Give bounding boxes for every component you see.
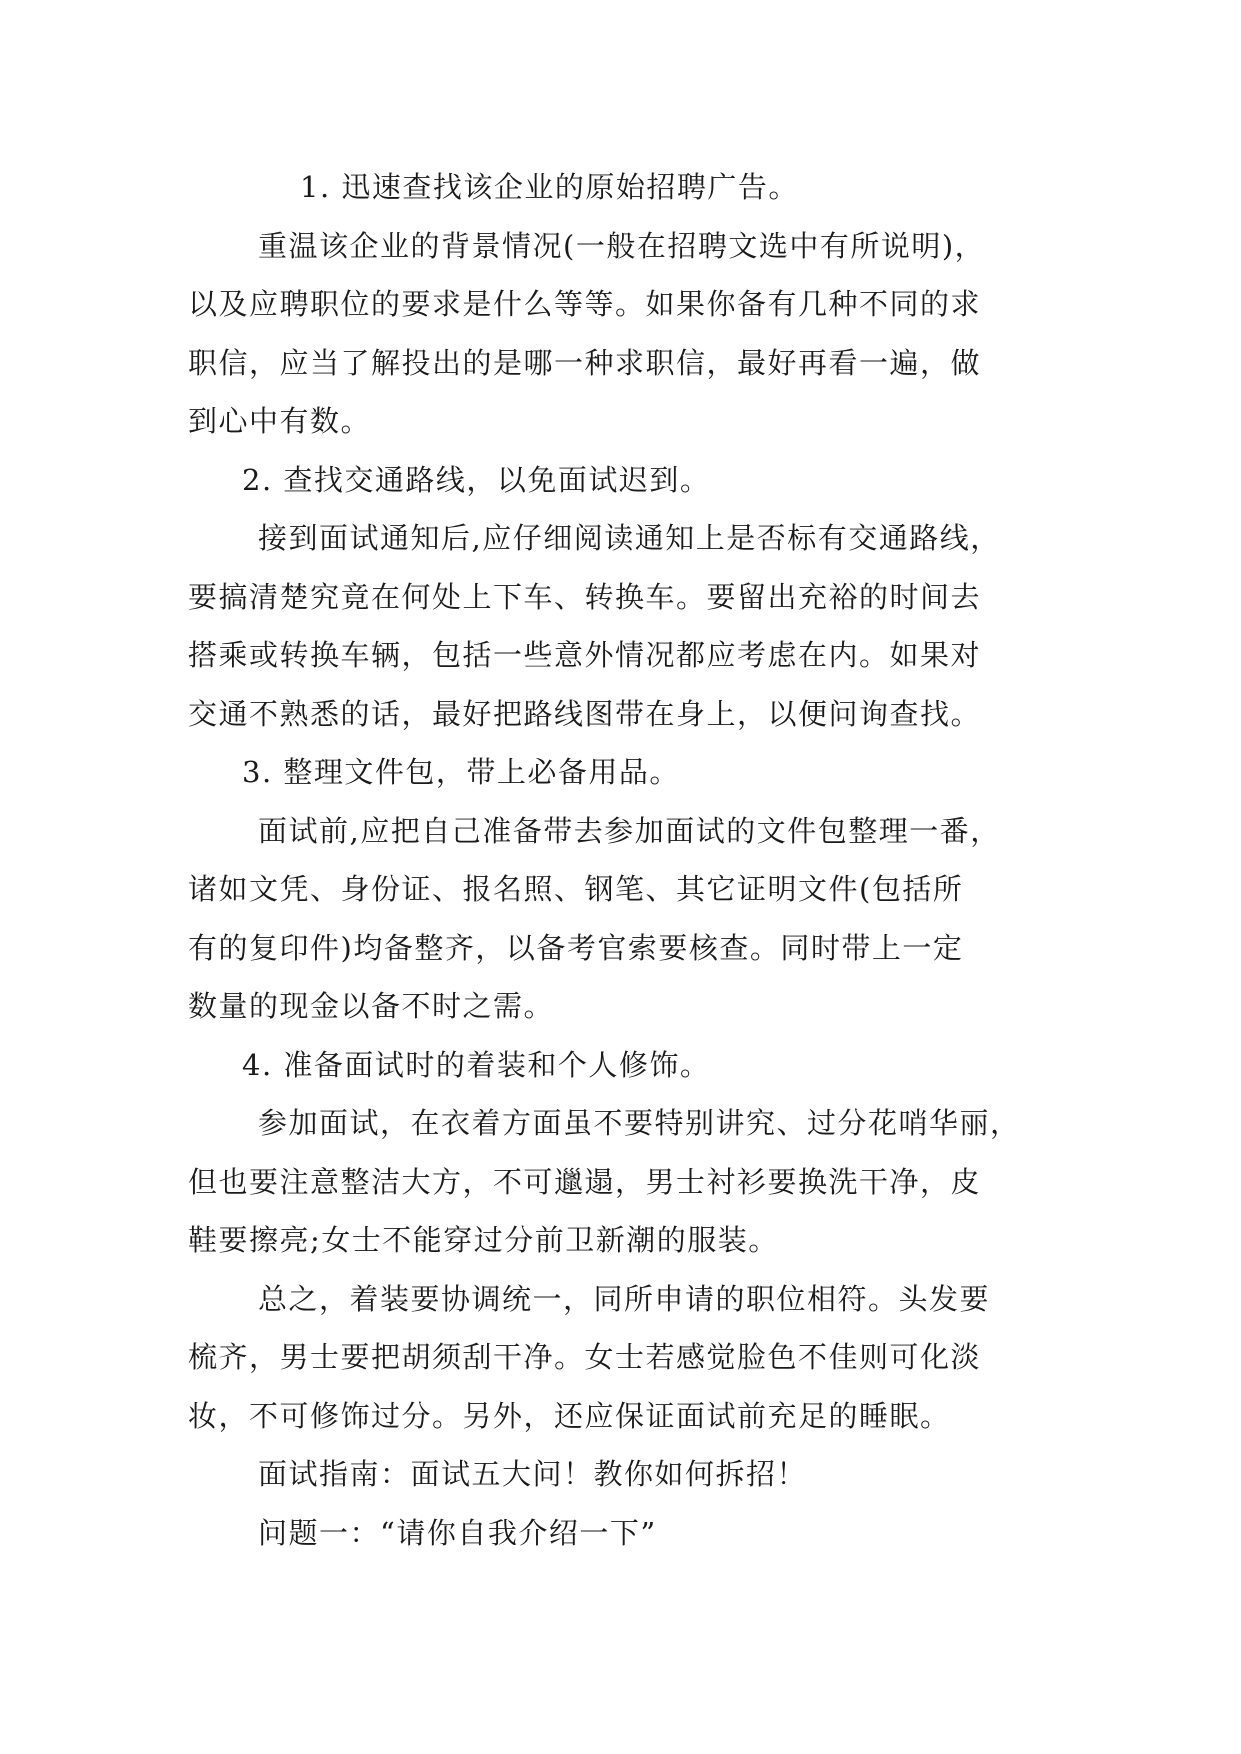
text-line: 要搞清楚究竟在何处上下车、转换车。要留出充裕的时间去 — [188, 579, 982, 614]
text-line: 问题一：“请你自我介绍一下” — [258, 1515, 657, 1550]
paragraph-step-1 — [188, 158, 1073, 217]
paragraph-summary — [188, 1270, 1073, 1446]
document-body — [188, 158, 1073, 1562]
text-line: 梳齐，男士要把胡须刮干净。女士若感觉脸色不佳则可化淡 — [188, 1340, 982, 1374]
text-line: 妆，不可修饰过分。另外，还应保证面试前充足的睡眠。 — [188, 1398, 951, 1433]
text-line: 重温该企业的背景情况(一般在招聘文选中有所说明)， — [258, 228, 986, 263]
text-line: 鞋要擦亮;女士不能穿过分前卫新潮的服装。 — [188, 1223, 779, 1257]
text-line: 面试指南：面试五大问！教你如何拆招！ — [258, 1457, 808, 1491]
text-line: 总之，着装要协调统一，同所申请的职位相符。头发要 — [258, 1281, 991, 1316]
text-line: 面试前,应把自己准备带去参加面试的文件包整理一番， — [258, 813, 1001, 848]
text-line: 以及应聘职位的要求是什么等等。如果你备有几种不同的求 — [188, 287, 982, 321]
text-line: 接到面试通知后,应仔细阅读通知上是否标有交通路线， — [258, 521, 1001, 555]
text-line: 2. 查找交通路线，以免面试迟到。 — [242, 462, 711, 497]
text-line: 到心中有数。 — [188, 404, 372, 438]
paragraph-step-1-body — [188, 217, 1073, 451]
text-line: 4. 准备面试时的着装和个人修饰。 — [242, 1047, 711, 1082]
text-line: 数量的现金以备不时之需。 — [188, 989, 555, 1023]
text-line: 3. 整理文件包，带上必备用品。 — [242, 755, 680, 789]
paragraph-step-2-body — [188, 509, 1073, 743]
text-line: 1. 迅速查找该企业的原始招聘广告。 — [300, 170, 799, 204]
text-line: 但也要注意整洁大方，不可邋遢，男士衬衫要换洗干净，皮 — [188, 1164, 982, 1199]
paragraph-guide-heading — [188, 1445, 1073, 1504]
paragraph-step-4 — [188, 1036, 1073, 1095]
text-line: 交通不熟悉的话，最好把路线图带在身上，以便问询查找。 — [188, 696, 982, 731]
text-line: 有的复印件)均备整齐，以备考官索要核查。同时带上一定 — [188, 930, 964, 965]
text-line: 参加面试，在衣着方面虽不要特别讲究、过分花哨华丽， — [258, 1106, 1021, 1140]
paragraph-step-3-body — [188, 802, 1073, 1036]
text-line: 职信，应当了解投出的是哪一种求职信，最好再看一遍，做 — [188, 345, 982, 380]
paragraph-step-3 — [188, 743, 1073, 802]
text-line: 搭乘或转换车辆，包括一些意外情况都应考虑在内。如果对 — [188, 638, 982, 672]
paragraph-step-2 — [188, 451, 1073, 510]
paragraph-question-1 — [188, 1504, 1073, 1563]
text-line: 诸如文凭、身份证、报名照、钢笔、其它证明文件(包括所 — [188, 872, 964, 906]
paragraph-step-4-body — [188, 1094, 1073, 1270]
